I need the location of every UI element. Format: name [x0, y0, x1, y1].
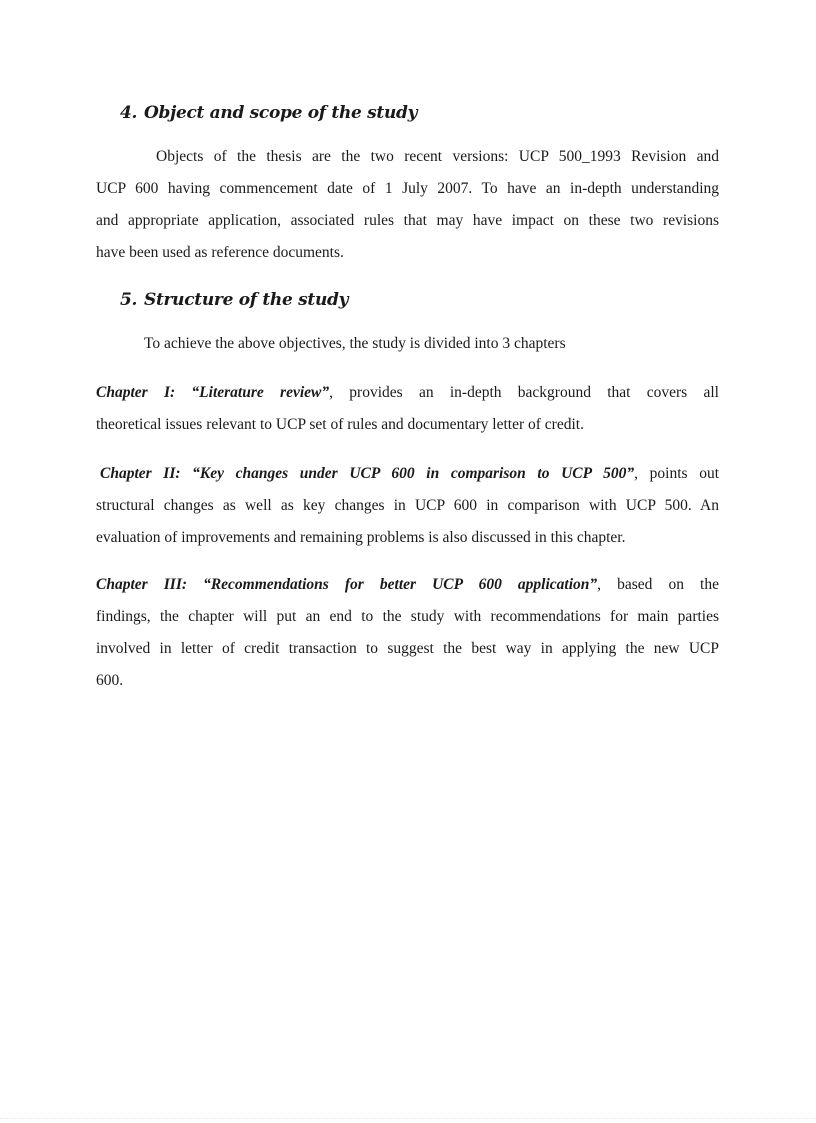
section-4-title: Object and scope of the study [144, 103, 418, 123]
section-5-intro [96, 328, 719, 360]
section-4-line: have been used as reference documents. [96, 244, 344, 261]
section-5-number: 5. [120, 290, 138, 310]
chapter-1-first-line-rest: , provides an in-depth background that covers all [329, 384, 719, 401]
chapter-2-line: evaluation of improvements and remaining problems is also discussed in this chapter. [96, 529, 626, 546]
section-4-paragraph [96, 141, 719, 269]
section-5-title: Structure of the study [144, 290, 349, 310]
chapter-3-label: Chapter III: “Recommendations for better UCP 600 application” [96, 576, 598, 593]
chapter-2-first-line-rest: , points out [634, 465, 719, 482]
section-4-line: UCP 600 having commencement date of 1 July 2007. To have an in-depth understanding [96, 180, 719, 197]
section-5-heading [120, 290, 348, 310]
chapter-3-line: findings, the chapter will put an end to the study with recommendations for main parties [96, 608, 719, 625]
chapter-3-line: 600. [96, 672, 124, 689]
chapter-1-paragraph [96, 377, 719, 441]
section-4-line: Objects of the thesis are the two recent versions: UCP 500_1993 Revision and [156, 148, 719, 165]
chapter-3-first-line [96, 569, 719, 601]
chapter-3-paragraph [96, 569, 719, 697]
chapter-2-label: Chapter II: “Key changes under UCP 600 in comparison to UCP 500” [100, 465, 635, 482]
chapter-2-line: structural changes as well as key changes in UCP 600 in comparison with UCP 500. An [96, 497, 719, 514]
page-bottom-divider [0, 1118, 816, 1119]
section-4-heading [120, 103, 417, 123]
chapter-1-label: Chapter I: “Literature review” [96, 384, 330, 401]
chapter-3-line: involved in letter of credit transaction to suggest the best way in applying the new UCP [96, 640, 719, 657]
chapter-2-paragraph [96, 458, 719, 554]
section-4-line: and appropriate application, associated rules that may have impact on these two revisions [96, 212, 719, 229]
chapter-2-first-line [96, 458, 719, 490]
section-5-intro-text: To achieve the above objectives, the study is divided into 3 chapters [144, 335, 566, 352]
chapter-3-first-line-rest: , based on the [597, 576, 719, 593]
chapter-1-first-line [96, 377, 719, 409]
section-4-number: 4. [120, 103, 138, 123]
chapter-1-line: theoretical issues relevant to UCP set of rules and documentary letter of credit. [96, 416, 584, 433]
